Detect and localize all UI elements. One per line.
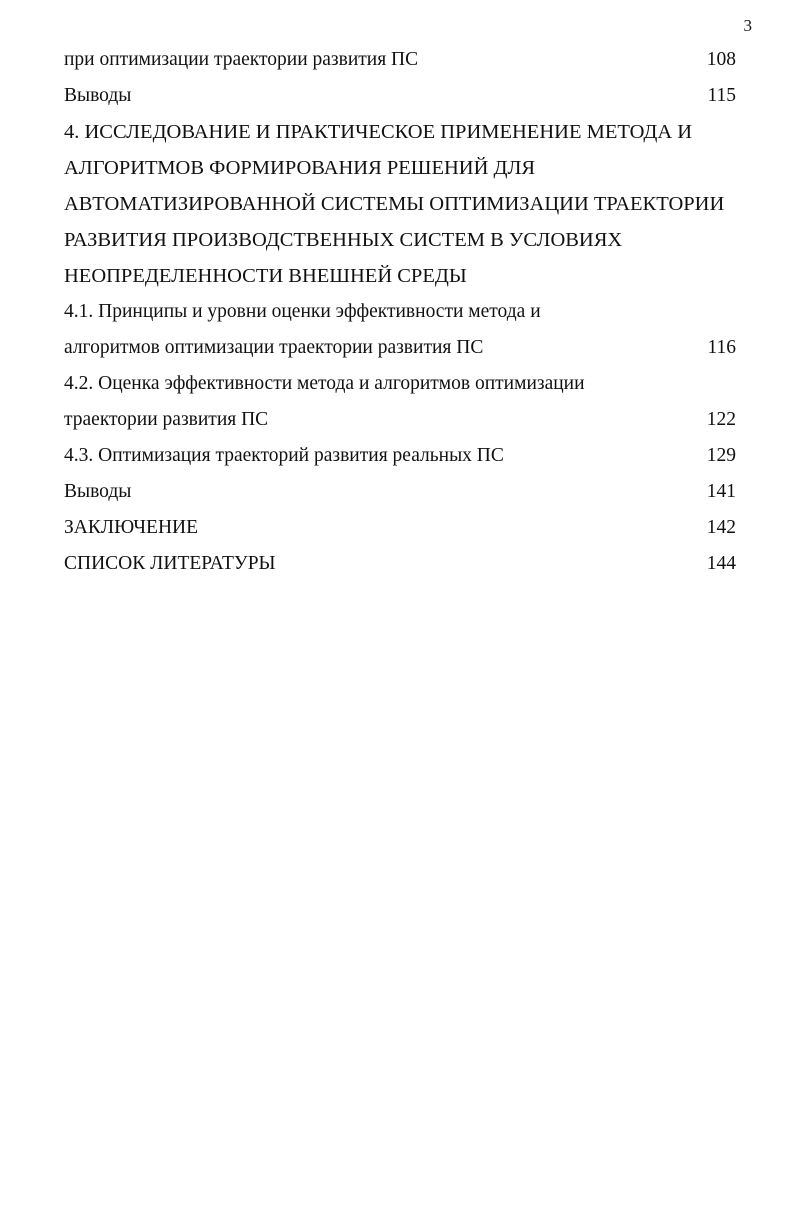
toc-entry-text: при оптимизации траектории развития ПС bbox=[64, 49, 419, 70]
toc-line bbox=[64, 546, 740, 582]
toc-entry-text: 4.3. Оптимизация траекторий развития реальных ПС bbox=[64, 445, 504, 466]
toc-entry-page: 129 bbox=[706, 445, 736, 466]
toc-entry-page: 116 bbox=[707, 337, 736, 358]
toc-line bbox=[64, 510, 740, 546]
toc-line bbox=[64, 114, 740, 150]
toc-line bbox=[64, 222, 740, 258]
toc-line bbox=[64, 78, 740, 114]
toc-line bbox=[64, 42, 740, 78]
toc-line bbox=[64, 294, 740, 330]
page-number: 3 bbox=[743, 16, 752, 35]
toc-entry-page: 144 bbox=[706, 553, 736, 574]
toc-entry-page: 115 bbox=[707, 85, 736, 106]
toc-entry-page: 142 bbox=[706, 517, 736, 538]
toc-entry-page: 141 bbox=[706, 481, 736, 502]
toc-entry-text: Выводы bbox=[64, 481, 132, 502]
toc-chapter-heading: 4. ИССЛЕДОВАНИЕ И ПРАКТИЧЕСКОЕ ПРИМЕНЕНИЕ МЕТОДА И bbox=[64, 121, 693, 143]
toc-line bbox=[64, 366, 740, 402]
toc-entry-text: алгоритмов оптимизации траектории развития ПС bbox=[64, 337, 484, 358]
toc-chapter-heading: НЕОПРЕДЕЛЕННОСТИ ВНЕШНЕЙ СРЕДЫ bbox=[64, 265, 467, 287]
toc-entry-text: ЗАКЛЮЧЕНИЕ bbox=[64, 517, 199, 538]
toc-line bbox=[64, 258, 740, 294]
toc-entry-page: 108 bbox=[706, 49, 736, 70]
toc-chapter-heading: РАЗВИТИЯ ПРОИЗВОДСТВЕННЫХ СИСТЕМ В УСЛОВИЯХ bbox=[64, 229, 623, 251]
table-of-contents bbox=[64, 42, 740, 582]
toc-entry-text: СПИСОК ЛИТЕРАТУРЫ bbox=[64, 553, 276, 574]
toc-entry-text: траектории развития ПС bbox=[64, 409, 269, 430]
toc-line bbox=[64, 438, 740, 474]
toc-line bbox=[64, 402, 740, 438]
toc-line bbox=[64, 186, 740, 222]
toc-entry-text: 4.1. Принципы и уровни оценки эффективности метода и bbox=[64, 301, 541, 322]
toc-chapter-heading: АЛГОРИТМОВ ФОРМИРОВАНИЯ РЕШЕНИЙ ДЛЯ bbox=[64, 157, 536, 179]
toc-entry-text: Выводы bbox=[64, 85, 132, 106]
toc-chapter-heading: АВТОМАТИЗИРОВАННОЙ СИСТЕМЫ ОПТИМИЗАЦИИ ТРАЕКТОРИИ bbox=[64, 193, 725, 215]
toc-entry-text: 4.2. Оценка эффективности метода и алгоритмов оптимизации bbox=[64, 373, 585, 394]
toc-entry-page: 122 bbox=[706, 409, 736, 430]
toc-line bbox=[64, 474, 740, 510]
toc-line bbox=[64, 150, 740, 186]
toc-line bbox=[64, 330, 740, 366]
